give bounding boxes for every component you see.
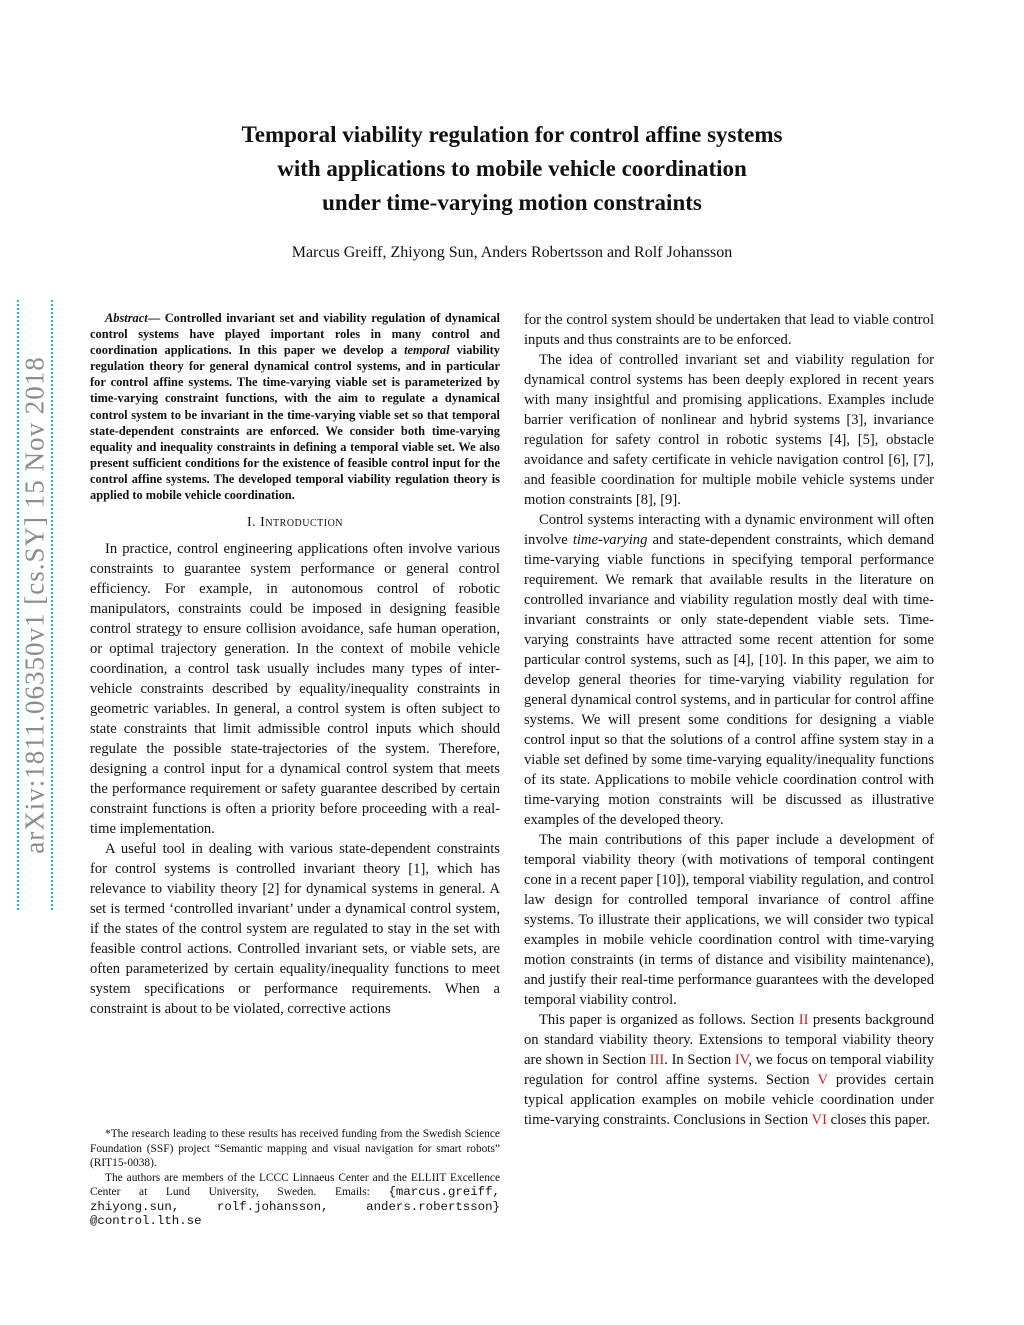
- abstract-label: Abstract: [105, 311, 148, 325]
- left-column: [90, 310, 500, 1019]
- right-paragraph-related-work: The idea of controlled invariant set and viability regulation for dynamical control systems has been deeply explored in recent years with many insightful and promising applications. Examples include barrier verification of nonlinear and hybrid systems [3], invariance regulation for safety control in robotic systems [4], [5], obstacle avoidance and safety certificate in vehicle navigation control [6], [7], and feasible coordination for multiple mobile vehicle systems under motion constraints [8], [9].: [524, 352, 934, 508]
- abstract-text-2: viability regulation theory for general dynamical control systems, and in particular for control affine systems. The time-varying viable set is parameterized by time-varying constraint functions, with the aim to regulate a dynamical control system to be invariant in the time-varying viable set so that temporal state-dependent constraints are enforced. We consider both time-varying equality and inequality constraints in defining a temporal viable set. We also present sufficient conditions for the existence of feasible control input for the control affine systems. The developed temporal viability regulation theory is applied to mobile vehicle coordination.: [90, 343, 500, 503]
- org-text-3: . In Section: [664, 1052, 735, 1068]
- footnotes: [90, 1127, 500, 1229]
- section-link-ii[interactable]: II: [798, 1012, 809, 1028]
- author-list: Marcus Greiff, Zhiyong Sun, Anders Robertsson and Rolf Johansson: [291, 244, 733, 261]
- arxiv-stamp-text: arXiv:1811.06350v1 [cs.SY] 15 Nov 2018: [19, 356, 50, 854]
- footnote-funding: *The research leading to these results has received funding from the Swedish Science Foundation (SSF) project “Semantic mapping and visual navigation for smart robots” (RIT15-0038).: [90, 1128, 500, 1169]
- right-column: [524, 310, 934, 1130]
- org-text-4: , we focus on temporal viability regulation for control affine systems. Section: [524, 1052, 934, 1088]
- p2-emphasis: time-varying: [572, 532, 648, 548]
- title-line-1: Temporal viability regulation for control affine systems: [241, 122, 783, 147]
- org-text-6: closes this paper.: [826, 1112, 930, 1128]
- arxiv-stamp: [17, 300, 53, 910]
- section-link-vi[interactable]: VI: [811, 1112, 827, 1128]
- section-title-rest: ntroduction: [265, 515, 344, 531]
- footnote-affiliation: [90, 1171, 500, 1229]
- org-text-1: This paper is organized as follows. Section: [539, 1012, 799, 1028]
- right-paragraph-continuation: for the control system should be undertaken that lead to viable control inputs and thus constraints are to be enforced.: [524, 312, 934, 348]
- intro-paragraph-1: In practice, control engineering applications often involve various constraints to guarantee system performance or general control efficiency. For example, in autonomous control of robotic manipulators, constraints could be imposed in designing feasible control strategy to ensure collision avoidance, safe human operation, or optimal trajectory generation. In the context of mobile vehicle coordination, a control task usually includes many types of inter-vehicle constraints described by equality/inequality constraints in geometric variables. In general, a control system is often subject to state constraints that limit admissible control inputs which should regulate the possible state-trajectories of the system. Therefore, designing a control input for a dynamical control system that meets the performance requirement or safety guarantee described by certain constraint functions is often a priority before proceeding with a real-time implementation.: [90, 541, 500, 838]
- section-first-letter: I: [260, 515, 266, 531]
- title-line-3: under time-varying motion constraints: [322, 190, 702, 215]
- right-paragraph-organization: [524, 1010, 934, 1130]
- title-line-2: with applications to mobile vehicle coordination: [277, 156, 747, 181]
- section-link-iii[interactable]: III: [649, 1052, 665, 1068]
- paper-title: [150, 118, 874, 220]
- abstract-dash: —: [147, 311, 165, 325]
- section-number: I.: [246, 515, 261, 531]
- right-paragraph-time-varying: [524, 510, 934, 830]
- right-paragraph-contributions: The main contributions of this paper include a development of temporal viability theory (with motivations of temporal contingent cone in a recent paper [10]), temporal viability regulation, and control law design for controlled temporal invariance of control affine systems. To illustrate their applications, we will consider two typical examples in mobile vehicle coordination control with time-varying motion constraints (in terms of distance and visibility maintenance), and justify their real-time performance guarantees with the developed temporal viability control.: [524, 832, 934, 1008]
- section-link-iv[interactable]: IV: [734, 1052, 749, 1068]
- section-link-v[interactable]: V: [817, 1072, 828, 1088]
- footnote-emails: {marcus.greiff, zhiyong.sun, rolf.johansson, anders.robertsson} @control.lth.se: [90, 1185, 500, 1228]
- p2-text-b: and state-dependent constraints, which demand time-varying viable functions in specifying temporal performance requirement. We remark that available results in the literature on controlled invariance and viability regulation mostly deal with time-invariant constraints or only state-dependent viable sets. Time-varying constraints have attracted some recent attention for some particular control systems, such as [4], [10]. In this paper, we aim to develop general theories for time-varying viability regulation for general dynamical control systems, and in particular for control affine systems. We will present some conditions for designing a viable control input so that the solutions of a control affine system stay in a viable set defined by some time-varying equality/inequality functions of its state. Applications to mobile vehicle coordination control with time-varying motion constraints will be discussed as illustrative examples of the developed theory.: [524, 532, 934, 828]
- org-text-2: presents background on standard viability theory. Extensions to temporal viability theory are shown in Section: [524, 1012, 935, 1068]
- footnote-affiliation-text: The authors are members of the LCCC Linnaeus Center and the ELLIIT Excellence Center at Lund University, Sweden. Emails:: [90, 1171, 500, 1198]
- intro-paragraph-2: A useful tool in dealing with various state-dependent constraints for control systems is controlled invariant theory [1], which has relevance to viability theory [2] for dynamical systems in general. A set is termed ‘controlled invariant’ under a dynamical control system, if the states of the control system are regulated to stay in the set with feasible control actions. Controlled invariant sets, or viable sets, are often parameterized by certain equality/inequality functions to meet system specifications or performance requirements. When a constraint is about to be violated, corrective actions: [90, 841, 500, 1018]
- abstract-text-1: Controlled invariant set and viability regulation of dynamical control systems have played important roles in many control and coordination applications. In this paper we develop a: [90, 311, 500, 358]
- p2-text-a: Control systems interacting with a dynamic environment will often involve: [524, 512, 934, 548]
- abstract-emphasis: temporal: [404, 343, 450, 358]
- org-text-5: provides certain typical application examples on mobile vehicle coordination under time-varying constraints. Conclusions in Section: [524, 1072, 934, 1128]
- abstract: [90, 310, 500, 503]
- section-heading-introduction: [90, 513, 500, 533]
